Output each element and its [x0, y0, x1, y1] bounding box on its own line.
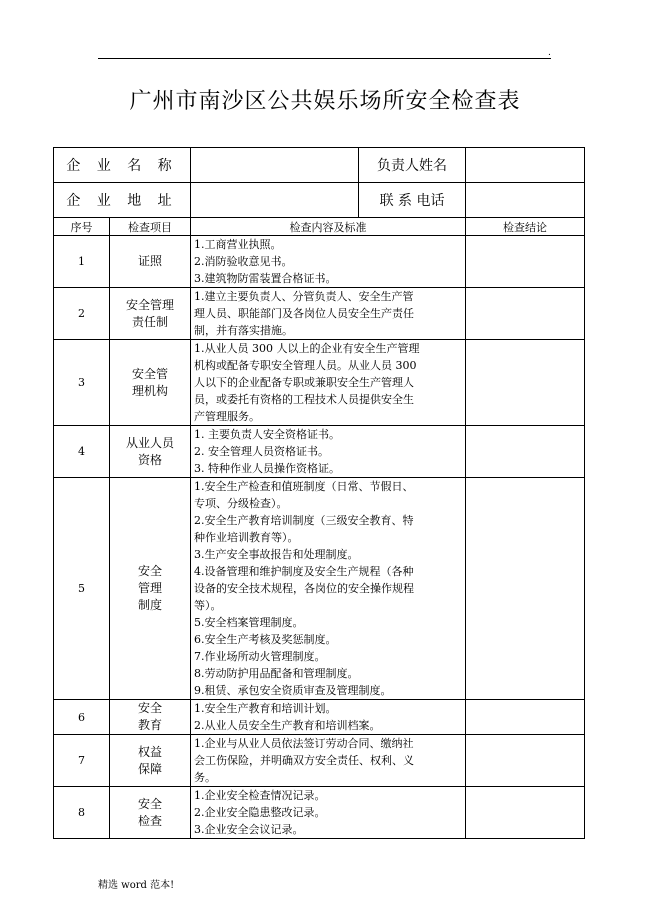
company-address-field[interactable] [191, 183, 359, 218]
company-name-label: 企 业 名 称 [54, 148, 191, 183]
row-content-line: 务。 [194, 771, 217, 784]
row-result-field[interactable] [466, 787, 585, 839]
row-content-line: 2.消防验收意见书。 [194, 255, 293, 268]
table-row [54, 478, 585, 700]
row-content-line: 1. 主要负责人安全资格证书。 [194, 428, 341, 441]
row-result-field[interactable] [466, 700, 585, 735]
header-dot: . [548, 48, 551, 58]
row-content-line: 人以下的企业配备专职或兼职安全生产管理人 [194, 376, 415, 389]
row-content [191, 700, 466, 735]
phone-field[interactable] [466, 183, 585, 218]
row-number: 7 [54, 735, 110, 787]
row-number: 1 [54, 236, 110, 288]
row-content [191, 340, 466, 426]
row-content-line: 产管理服务。 [194, 410, 261, 423]
row-content-line: 3.企业安全会议记录。 [194, 823, 304, 836]
row-item [110, 340, 191, 426]
row-content-line: 4.设备管理和维护制度及安全生产规程（各种 [194, 565, 414, 578]
footer-text: 精选 word 范本! [98, 880, 175, 891]
table-row [54, 340, 585, 426]
row-content [191, 735, 466, 787]
row-item [110, 700, 191, 735]
row-content-line: 3.建筑物防雷装置合格证书。 [194, 272, 337, 285]
row-content-line: 设备的安全技术规程，各岗位的安全操作规程 [194, 582, 415, 595]
phone-label: 联 系 电话 [359, 183, 466, 218]
row-item-line: 从业人员 [126, 435, 175, 450]
row-result-field[interactable] [466, 288, 585, 340]
row-item [110, 236, 191, 288]
row-item-line: 安全 [138, 796, 163, 811]
row-content-line: 等）。 [194, 599, 222, 612]
company-address-row [54, 183, 585, 218]
row-number: 4 [54, 426, 110, 478]
row-content-line: 1.安全生产检查和值班制度（日常、节假日、 [194, 480, 414, 493]
table-row [54, 288, 585, 340]
row-result-field[interactable] [466, 426, 585, 478]
row-item-line: 安全管理 [126, 297, 175, 312]
row-content [191, 787, 466, 839]
row-result-field[interactable] [466, 236, 585, 288]
row-content-line: 8.劳动防护用品配备和管理制度。 [194, 667, 359, 680]
row-content-line: 3.生产安全事故报告和处理制度。 [194, 548, 359, 561]
row-content-line: 员，或委托有资格的工程技术人员提供安全生 [194, 393, 415, 406]
row-item-line: 检查 [138, 813, 163, 828]
row-item-line: 理机构 [132, 383, 169, 398]
row-content-line: 3. 特种作业人员操作资格证。 [194, 462, 341, 475]
column-header-result: 检查结论 [466, 218, 585, 236]
column-header-item: 检查项目 [110, 218, 191, 236]
row-content-line: 2. 安全管理人员资格证书。 [194, 445, 330, 458]
row-content-line: 1.企业安全检查情况记录。 [194, 789, 326, 802]
row-item-line: 安全管 [132, 366, 169, 381]
row-content [191, 288, 466, 340]
row-item [110, 288, 191, 340]
row-content-line: 9.租赁、承包安全资质审查及管理制度。 [194, 684, 392, 697]
row-result-field[interactable] [466, 478, 585, 700]
table-row [54, 236, 585, 288]
column-header-row [54, 218, 585, 236]
row-content-line: 专项、分级检查）。 [194, 497, 288, 510]
row-number: 5 [54, 478, 110, 700]
table-row [54, 700, 585, 735]
row-item [110, 735, 191, 787]
column-header-content: 检查内容及标准 [191, 218, 466, 236]
row-content-line: 1.从业人员 300 人以上的企业有安全生产管理 [194, 342, 420, 355]
row-number: 8 [54, 787, 110, 839]
row-item-line: 保障 [138, 761, 163, 776]
row-item [110, 787, 191, 839]
row-number: 2 [54, 288, 110, 340]
row-result-field[interactable] [466, 340, 585, 426]
company-name-row [54, 148, 585, 183]
row-content-line: 2.企业安全隐患整改记录。 [194, 806, 326, 819]
row-content-line: 2.从业人员安全生产教育和培训档案。 [194, 719, 381, 732]
row-result-field[interactable] [466, 735, 585, 787]
row-item-line: 管理 [138, 581, 163, 595]
row-content-line: 6.安全生产考核及奖惩制度。 [194, 633, 337, 646]
row-content [191, 426, 466, 478]
row-number: 6 [54, 700, 110, 735]
row-content-line: 种作业培训教育等）。 [194, 531, 299, 544]
column-header-no: 序号 [54, 218, 110, 236]
row-content-line: 1.工商营业执照。 [194, 238, 282, 251]
row-item-line: 资格 [138, 452, 163, 467]
person-name-label: 负责人姓名 [359, 148, 466, 183]
table-row [54, 426, 585, 478]
row-item-line: 责任制 [132, 314, 169, 329]
row-item [110, 478, 191, 700]
table-row [54, 787, 585, 839]
row-content-line: 5.安全档案管理制度。 [194, 616, 304, 629]
row-item-line: 权益 [138, 744, 163, 759]
table-row [54, 735, 585, 787]
row-item [110, 426, 191, 478]
row-content-line: 1.企业与从业人员依法签订劳动合同、缴纳社 [194, 737, 414, 750]
row-content-line: 1.安全生产教育和培训计划。 [194, 702, 337, 715]
row-number: 3 [54, 340, 110, 426]
page-title: 广州市南沙区公共娱乐场所安全检查表 [129, 89, 521, 114]
header-rule [98, 58, 551, 59]
row-item-line: 制度 [138, 598, 163, 612]
row-content-line: 制，并有落实措施。 [194, 324, 294, 337]
row-content [191, 478, 466, 700]
row-content-line: 2.安全生产教育培训制度（三级安全教育、特 [194, 514, 414, 527]
row-item-line: 证照 [138, 254, 163, 268]
row-content-line: 会工伤保险，并明确双方安全责任、权利、义 [194, 754, 415, 767]
row-content-line: 理人员、职能部门及各岗位人员安全生产责任 [194, 307, 415, 320]
row-content-line: 机构或配备专职安全管理人员。从业人员 300 [194, 359, 417, 372]
company-name-field[interactable] [191, 148, 359, 183]
row-content [191, 236, 466, 288]
company-address-label: 企 业 地 址 [54, 183, 191, 218]
row-content-line: 1.建立主要负责人、分管负责人、安全生产管 [194, 290, 414, 303]
row-content-line: 7.作业场所动火管理制度。 [194, 650, 326, 663]
inspection-table [53, 147, 585, 839]
person-name-field[interactable] [466, 148, 585, 183]
row-item-line: 安全 [138, 564, 163, 578]
row-item-line: 安全 [138, 701, 163, 715]
row-item-line: 教育 [138, 718, 163, 732]
